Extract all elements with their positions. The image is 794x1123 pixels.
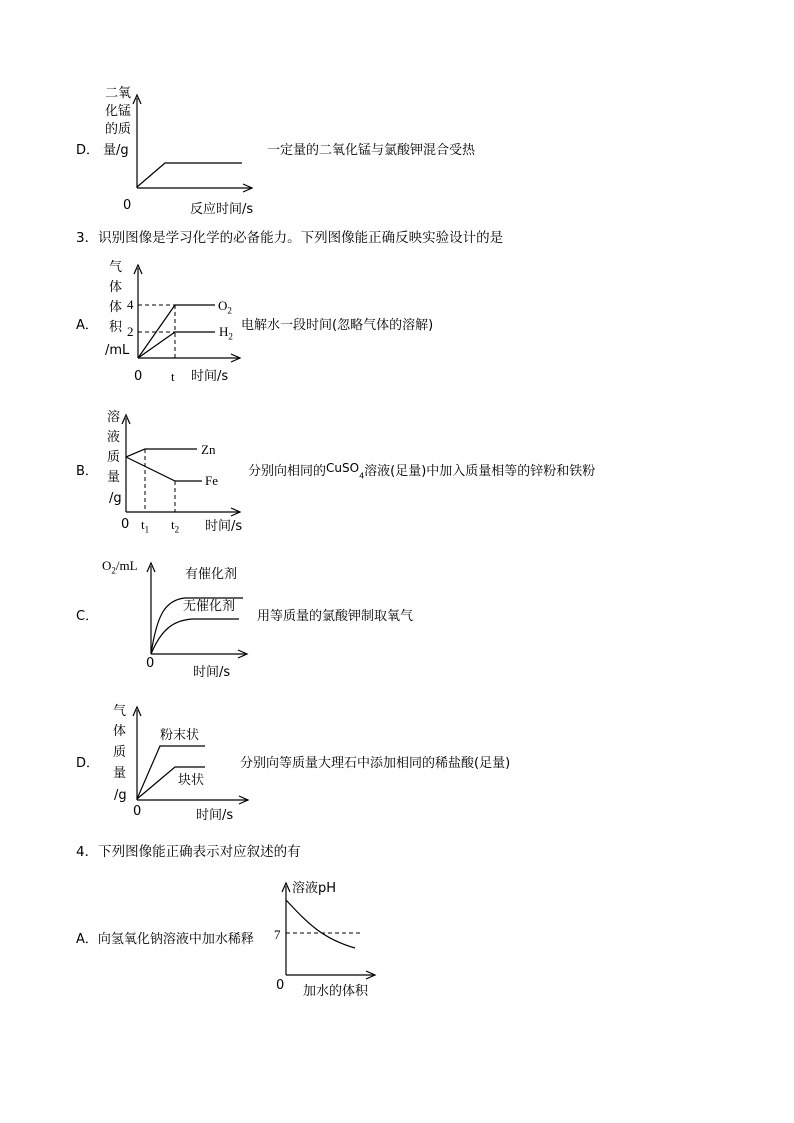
tick-t1: $t_1$ (141, 517, 150, 535)
x-axis-label: 加水的体积 (303, 984, 369, 999)
y-axis-label-1: 二氧 (105, 86, 132, 101)
no-catalyst-curve (151, 619, 239, 654)
tick-t2: $t_2$ (171, 517, 180, 535)
origin-label: 0 (133, 804, 142, 819)
y-axis-label-3: 质 (113, 745, 127, 760)
option-description: 电解水一段时间(忽略气体的溶解) (241, 318, 434, 333)
fe-curve (126, 457, 202, 481)
y-axis-label-2: 体 (113, 724, 127, 739)
y-axis-label: $O_2/mL$ (102, 558, 138, 576)
y-axis-label-4: 量 (107, 470, 121, 485)
x-axis-label: 反应时间/s (190, 202, 254, 217)
option-description: 用等质量的氯酸钾制取氧气 (257, 609, 414, 624)
tick-4: 4 (127, 297, 134, 312)
x-axis-label: 时间/s (191, 369, 229, 384)
ph-dilution-graph (280, 880, 380, 980)
question-4: 4．下列图像能正确表示对应叙述的有 (76, 844, 301, 860)
origin-label: 0 (146, 656, 155, 671)
x-axis-label: 时间/s (193, 665, 231, 680)
y-axis-label-5: /g (109, 491, 122, 506)
y-axis-label-4: 量 (113, 766, 127, 781)
question-3: 3．识别图像是学习化学的必备能力。下列图像能正确反映实验设计的是 (76, 230, 504, 246)
y-axis-label-2: 液 (107, 430, 121, 445)
zn-curve (126, 449, 197, 457)
fe-label: Fe (205, 473, 218, 488)
x-axis-label: 时间/s (196, 808, 234, 823)
origin-label: 0 (276, 978, 285, 993)
origin-label: 0 (134, 369, 143, 384)
y-axis-label-4: 积 (109, 320, 123, 335)
y-axis-label-5: /mL (105, 343, 130, 358)
x-axis-label: 时间/s (205, 519, 243, 534)
y-axis-label-1: 气 (109, 260, 123, 275)
no-catalyst-label: 无催化剂 (183, 599, 236, 614)
option-description: A．向氢氧化钠溶液中加水稀释 (76, 932, 254, 947)
origin-label: 0 (121, 517, 130, 532)
tick-7: 7 (274, 927, 281, 942)
y-axis-label-3: 的质 (105, 122, 132, 137)
origin-label: 0 (123, 198, 132, 213)
solution-mass-graph (120, 412, 250, 516)
y-axis-label-1: 气 (113, 704, 127, 719)
option-label: B． (76, 464, 98, 479)
h2-label: $H_2$ (219, 324, 233, 342)
y-axis-label-3: 体 (109, 300, 123, 315)
option-label: D． (76, 756, 100, 771)
block-label: 块状 (178, 773, 205, 788)
catalyst-label: 有催化剂 (185, 567, 238, 582)
ph-curve (286, 900, 355, 948)
y-axis-label-1: 溶 (107, 410, 121, 425)
y-axis-label-5: /g (114, 788, 127, 803)
mno2-mass-curve (137, 163, 242, 187)
manganese-dioxide-graph (130, 92, 260, 196)
o2-label: $O_2$ (218, 298, 232, 316)
marble-gas-graph (130, 704, 255, 804)
option-description: 分别向相同的CuSO$_4$溶液(足量)中加入质量相等的锌粉和铁粉 (248, 461, 596, 481)
y-axis-label-2: 化锰 (105, 104, 132, 119)
y-axis-label-2: 体 (109, 280, 123, 295)
option-description: 一定量的二氧化锰与氯酸钾混合受热 (267, 143, 476, 158)
option-label: A． (76, 318, 98, 333)
y-axis-label-4: 量/g (103, 143, 129, 158)
powder-label: 粉末状 (160, 728, 200, 743)
option-label: D． (76, 143, 100, 158)
tick-t: t (171, 369, 175, 384)
h2-curve (138, 332, 215, 358)
y-axis-label-3: 质 (107, 450, 121, 465)
tick-2: 2 (127, 324, 134, 339)
option-label: C． (76, 609, 99, 624)
zn-label: Zn (201, 442, 216, 457)
y-axis-label: 溶液pH (292, 881, 337, 896)
option-description: 分别向等质量大理石中添加相同的稀盐酸(足量) (240, 756, 511, 771)
